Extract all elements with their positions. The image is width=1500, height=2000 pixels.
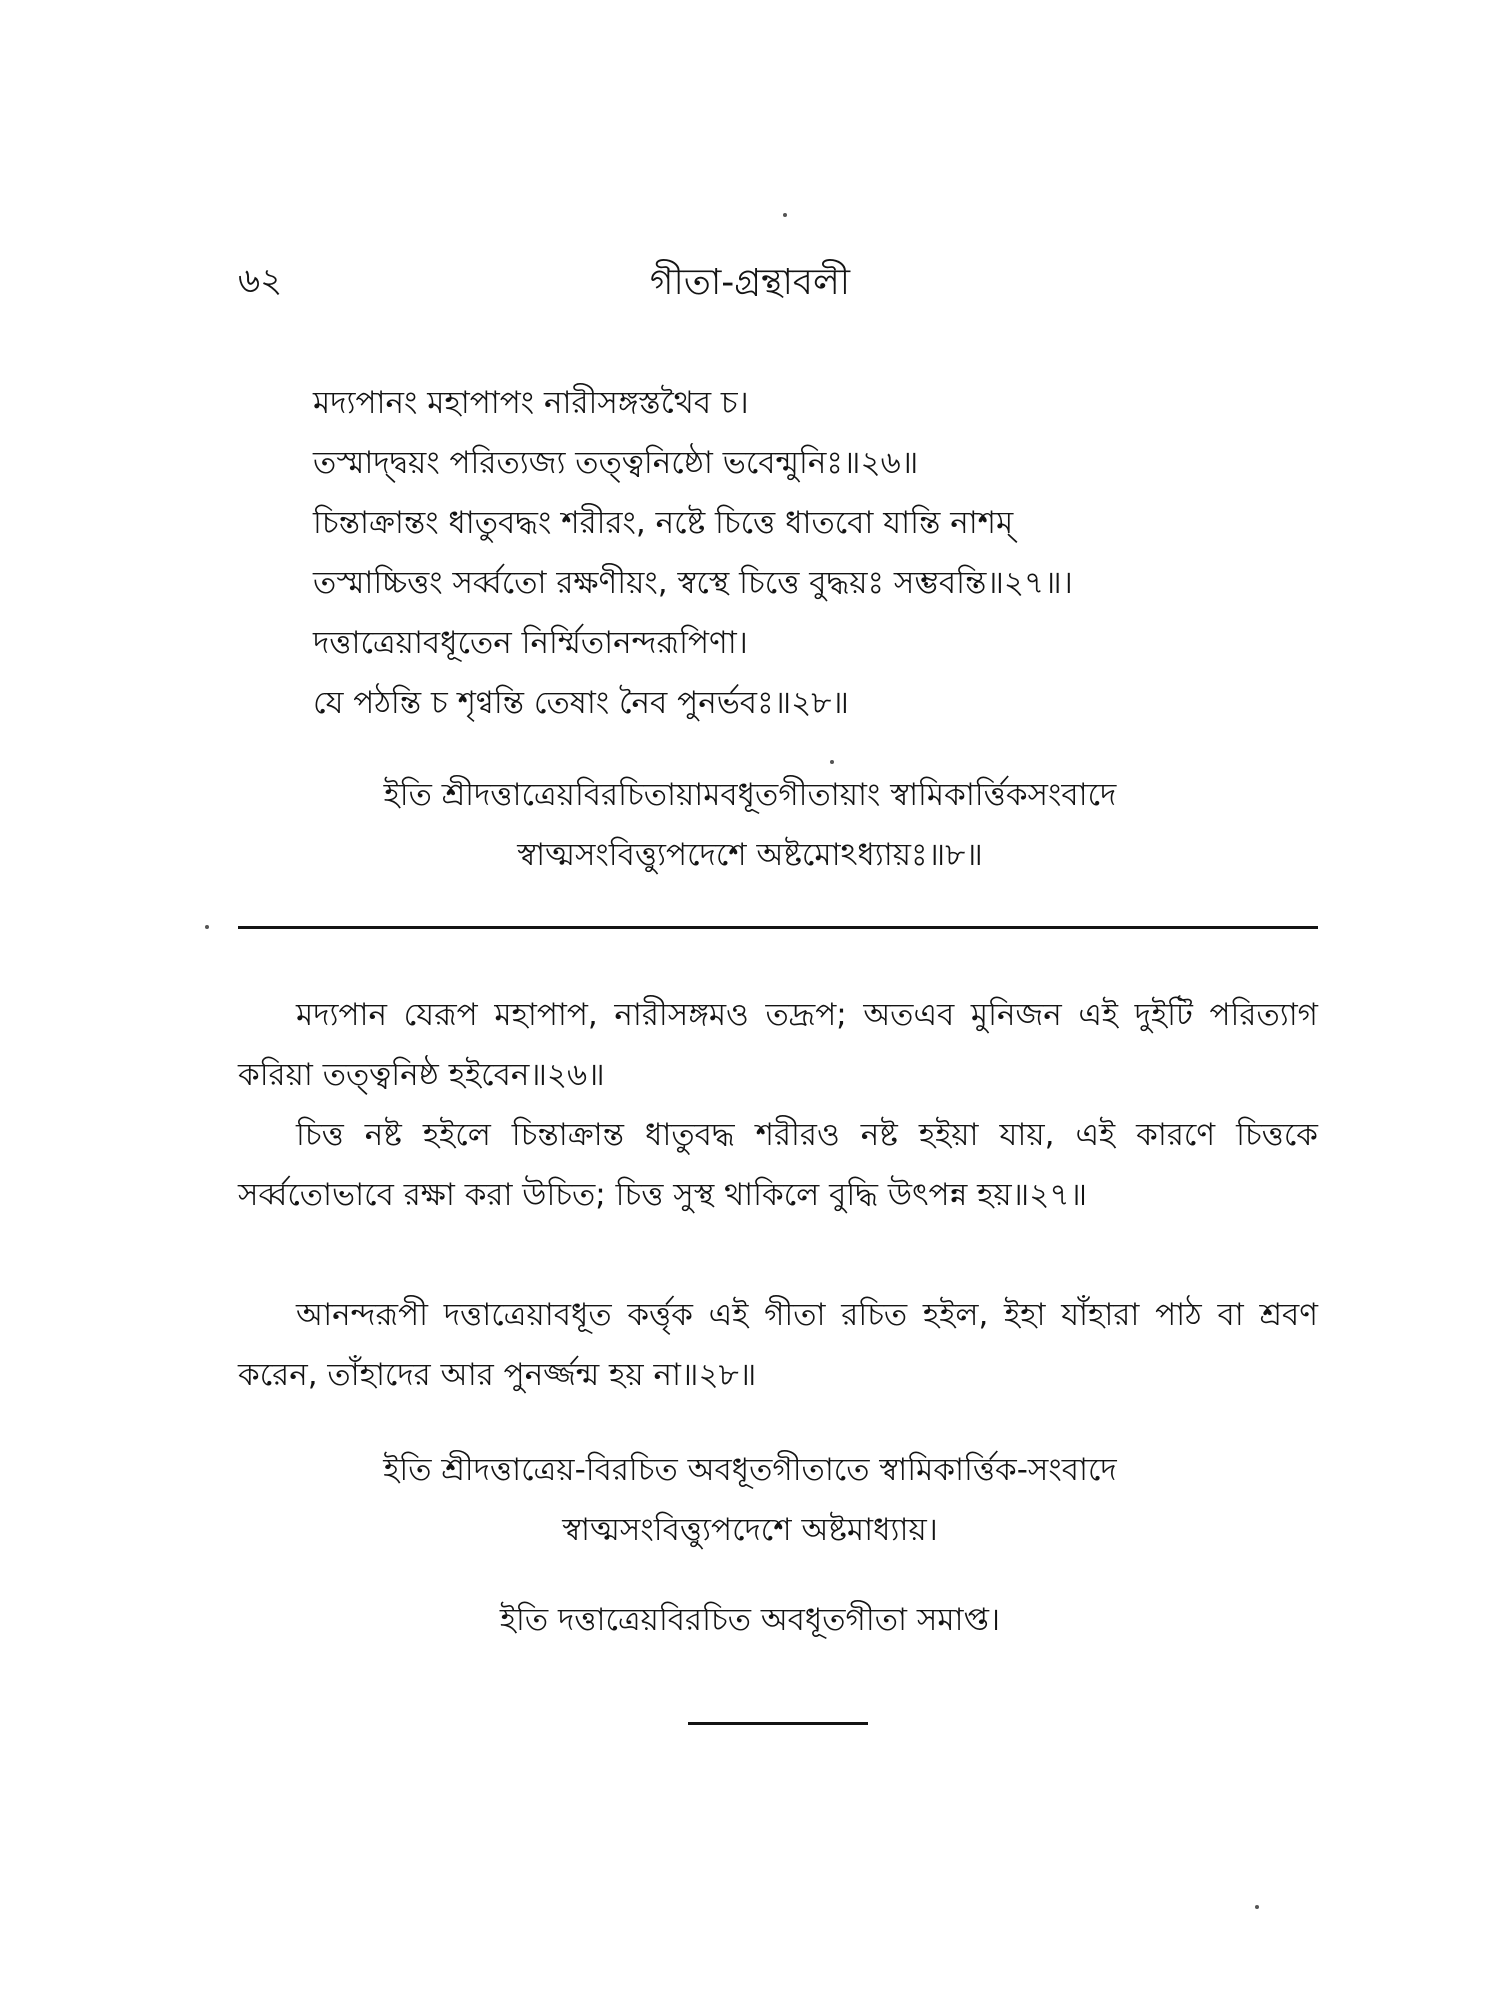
translation-text: আনন্দরূপী দত্তাত্রেয়াবধূত কর্ত্তৃক এই গীতা রচিত হইল, ইহা যাঁহারা পাঠ বা শ্রবণ করেন, তাঁহাদের আর পুনর্জ্জন্ম হয় না॥২৮॥ [238,1297,1318,1393]
bengali-colophon [0,1440,1500,1560]
translation-paragraph-28 [238,1285,1318,1405]
paper-speck [1255,1905,1259,1909]
translation-paragraph-26 [238,985,1318,1105]
colophon-line: স্বাত্মসংবিত্ত্যুপদেশে অষ্টমোঽধ্যায়ঃ॥৮॥ [517,837,983,873]
end-divider [688,1722,868,1725]
paper-speck [830,760,834,764]
sanskrit-verses [313,373,1073,733]
page-number: ৬২ [238,261,283,301]
verse-line: দত্তাত্রেয়াবধূতেন নির্ম্মিতানন্দরূপিণা। [313,625,748,661]
closing-line: ইতি দত্তাত্রেয়বিরচিত অবধূতগীতা সমাপ্ত। [499,1602,1001,1638]
verse-line: যে পঠন্তি চ শৃণ্বন্তি তেষাং নৈব পুনর্ভবঃ॥২৮॥ [313,685,849,721]
colophon-line: স্বাত্মসংবিত্ত্যুপদেশে অষ্টমাধ্যায়। [562,1512,938,1548]
verse-line: তস্মাচ্চিত্তং সর্ব্বতো রক্ষণীয়ং, স্বস্থে চিত্তে বুদ্ধয়ঃ সম্ভবন্তি॥২৭॥। [313,565,1073,601]
colophon-line: ইতি শ্রীদত্তাত্রেয়বিরচিতায়ামবধূতগীতায়াং স্বামিকার্ত্তিকসংবাদে [383,777,1117,813]
translation-text: মদ্যপান যেরূপ মহাপাপ, নারীসঙ্গমও তদ্রূপ; অতএব মুনিজন এই দুইটি পরিত্যাগ করিয়া তত্ত্বনিষ্ঠ হইবেন॥২৬॥ [238,997,1318,1093]
paper-speck [205,925,209,929]
colophon-line: ইতি শ্রীদত্তাত্রেয়-বিরচিত অবধূতগীতাতে স্বামিকার্ত্তিক-সংবাদে [383,1452,1117,1488]
section-divider [238,926,1318,929]
running-title: গীতা-গ্রন্থাবলী [649,262,851,303]
verse-line: চিন্তাক্রান্তং ধাতুবদ্ধং শরীরং, নষ্টে চিত্তে ধাতবো যান্তি নাশম্ [313,505,1014,541]
verse-line: মদ্যপানং মহাপাপং নারীসঙ্গস্তথৈব চ। [313,385,749,421]
translation-text: চিত্ত নষ্ট হইলে চিন্তাক্রান্ত ধাতুবদ্ধ শরীরও নষ্ট হইয়া যায়, এই কারণে চিত্তকে সর্ব্বতোভাবে রক্ষা করা উচিত; চিত্ত সুস্থ থাকিলে বুদ্ধি উৎপন্ন হয়॥২৭॥ [238,1117,1318,1213]
paper-speck [783,213,787,217]
translation-paragraph-27 [238,1105,1318,1225]
verse-line: তস্মাদ্দ্বয়ং পরিত্যজ্য তত্ত্বনিষ্ঠো ভবেন্মুনিঃ॥২৬॥ [313,445,919,481]
sanskrit-colophon [0,765,1500,885]
